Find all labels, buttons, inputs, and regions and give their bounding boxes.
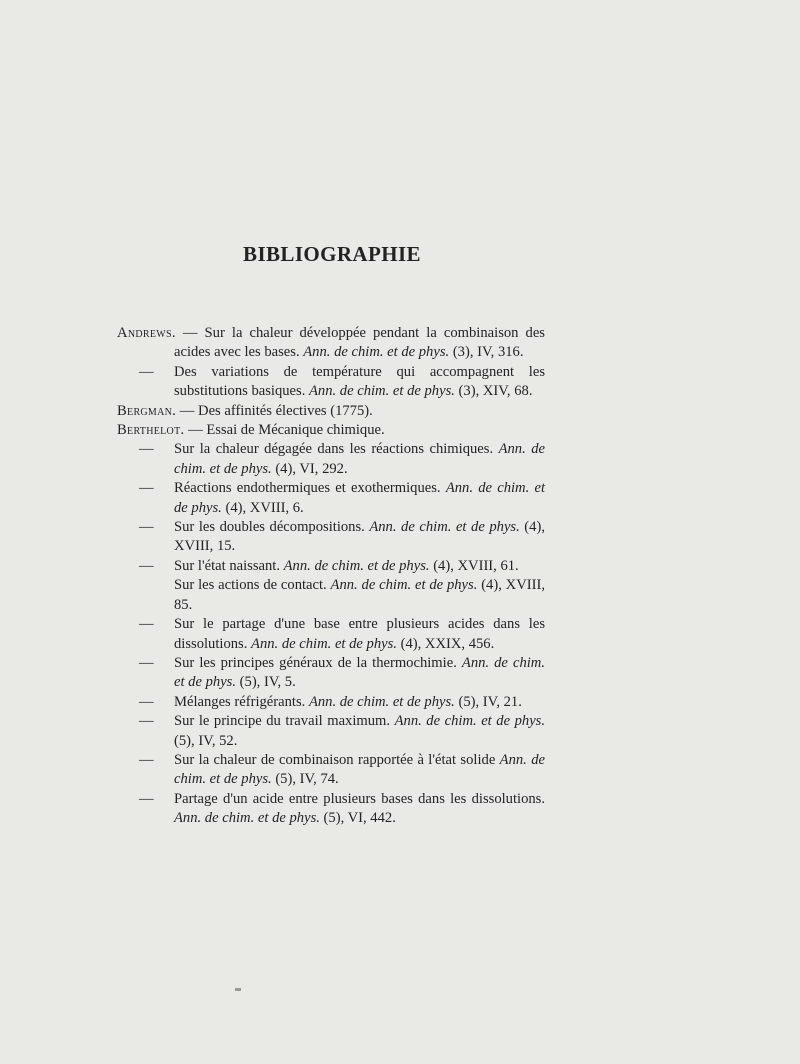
entry-text: — Essai de Mécanique chimique. (188, 422, 385, 439)
entry-author: Bergman. (117, 402, 177, 419)
entry-journal: Ann. de chim. et de phys. (303, 344, 450, 361)
entry-ref: (4), XVIII, 6. (221, 499, 304, 516)
bib-entry (117, 693, 545, 712)
entry-text: Sur l'état naissant. (174, 557, 284, 574)
entry-text: Sur le partage d'une base entre plusieurs acides dans les dissolutions. (174, 616, 545, 652)
entry-journal: Ann. de chim. et de phys. (309, 383, 455, 400)
entry-dash: — (139, 519, 154, 536)
entry-ref: (5), IV, 21. (454, 693, 522, 710)
bib-entry (117, 712, 545, 751)
entry-journal: Ann. de chim. et de phys. (174, 441, 545, 477)
entry-author: Andrews. (117, 325, 176, 341)
entry-text: Des variations de température qui accompagnent les substitutions basiques. (174, 363, 545, 400)
bib-entry (117, 479, 545, 518)
bib-entry (117, 363, 545, 402)
entry-ref: (4), VI, 292. (271, 460, 348, 477)
entry-text: Sur le principe du travail maximum. (174, 713, 395, 730)
entry-journal: Ann. de chim. et de phys. (174, 654, 545, 691)
entry-ref: (5), VI, 442. (319, 810, 396, 827)
entry-ref: (4), XVIII, 85. (174, 577, 545, 613)
entry-text: Sur les actions de contact. (174, 577, 331, 594)
bib-entry (117, 421, 545, 440)
entry-dash: — (139, 693, 154, 710)
entry-dash: — (139, 441, 154, 458)
bib-entry (117, 751, 545, 790)
entry-dash: — (139, 557, 154, 574)
entry-journal: Ann. de chim. et de phys. (251, 635, 397, 652)
entry-dash: — (139, 616, 154, 633)
entry-journal: Ann. de chim. et de phys. (369, 519, 520, 536)
entry-ref: (5), IV, 5. (236, 674, 296, 691)
bib-entry (117, 518, 545, 557)
bib-entry (117, 654, 545, 693)
bib-entry (117, 440, 545, 479)
entry-text: — Des affinités électives (1775). (179, 402, 373, 419)
entry-journal: Ann. de chim. et de phys. (174, 751, 545, 788)
entry-text: — Sur la chaleur développée pendant la combinaison des acides avec les bases. (174, 325, 545, 361)
entry-dash: — (139, 363, 154, 380)
entry-journal: Ann. de chim. et de phys. (174, 810, 320, 827)
entry-text: Mélanges réfrigérants. (174, 693, 309, 710)
entry-text: Sur les principes généraux de la thermochimie. (174, 654, 462, 671)
entry-ref: (3), IV, 316. (449, 344, 524, 361)
entry-journal: Ann. de chim. et de phys. (330, 577, 478, 594)
entry-ref: (5), IV, 52. (174, 732, 238, 749)
entry-dash: — (139, 751, 154, 768)
entry-dash: — (139, 713, 154, 730)
entry-journal: Ann. de chim. et de phys. (308, 693, 455, 710)
entry-journal: Ann. de chim. et de phys. (283, 557, 430, 574)
entry-ref: (3), XIV, 68. (454, 383, 533, 400)
bib-entry (117, 557, 545, 576)
entry-text: Sur la chaleur de combinaison rapportée à l'état solide (174, 751, 500, 768)
bib-entry (117, 576, 545, 615)
entry-author: Berthelot. (117, 422, 185, 439)
bib-entry (117, 324, 545, 363)
entry-ref: (5), IV, 74. (271, 771, 339, 788)
entry-text: Partage d'un acide entre plusieurs bases dans les dissolutions. (174, 790, 545, 807)
entry-text: Réactions endothermiques et exothermiques. (174, 480, 446, 497)
entry-ref: (4), XVIII, 61. (429, 557, 519, 574)
entry-ref: (4), XVIII, 15. (174, 519, 545, 555)
entry-journal: Ann. de chim. et de phys. (174, 480, 545, 516)
entry-dash: — (139, 790, 154, 807)
print-speck (235, 988, 241, 991)
entry-text: Sur les doubles décompositions. (174, 519, 370, 536)
bib-entry (117, 790, 545, 829)
bib-entry (117, 402, 545, 421)
entry-ref: (4), XXIX, 456. (396, 635, 495, 652)
entry-dash: — (139, 480, 154, 497)
entry-text: Sur la chaleur dégagée dans les réactions chimiques. (174, 441, 499, 458)
page-title: BIBLIOGRAPHIE (243, 242, 421, 266)
entry-dash: — (139, 654, 154, 671)
bibliography-list (117, 324, 545, 829)
entry-journal: Ann. de chim. et de phys. (394, 713, 545, 730)
bib-entry (117, 615, 545, 654)
